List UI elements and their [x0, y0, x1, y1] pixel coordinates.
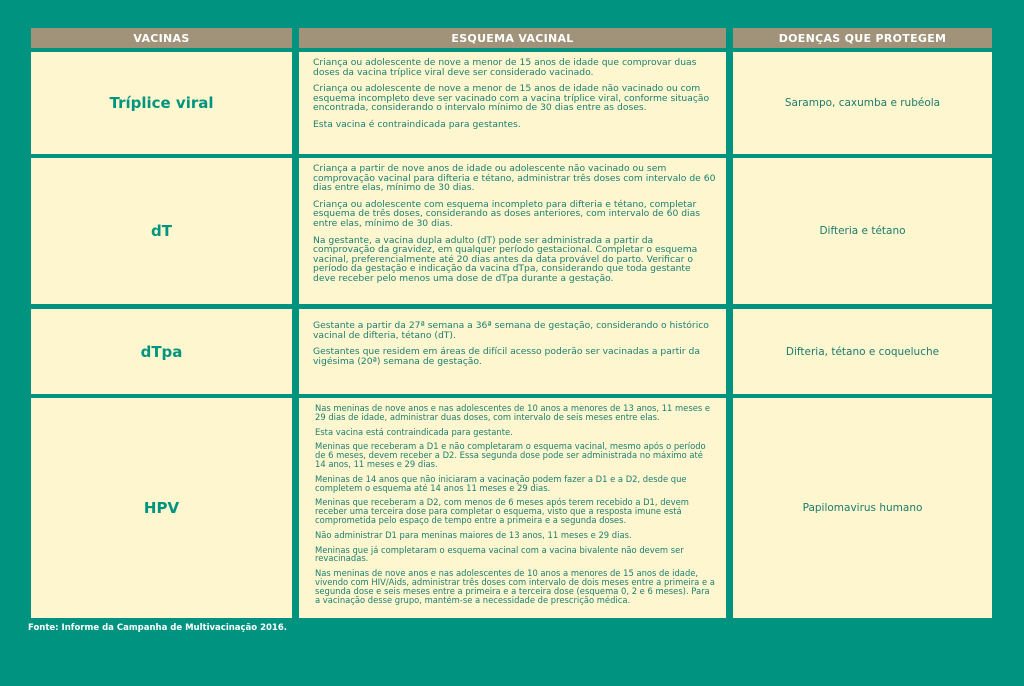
- schedule-paragraph: Nas meninas de nove anos e nas adolescentes de 10 anos a menores de 13 anos, 11 meses e 29 dias de idade, administrar duas doses, com intervalo de seis meses entre elas.: [315, 403, 711, 422]
- schedule-paragraph: Meninas de 14 anos que não iniciaram a vacinação podem fazer a D1 e a D2, desde que completem o esquema até 14 anos 11 meses e 29 dias.: [315, 473, 687, 493]
- header-doencas: DOENÇAS QUE PROTEGEM: [733, 28, 992, 48]
- schedule-paragraph: Esta vacina está contraindicada para gestante.: [315, 426, 513, 437]
- vaccine-name: Tríplice viral: [109, 94, 214, 112]
- vaccine-name: dT: [151, 222, 172, 240]
- schedule-paragraph: Na gestante, a vacina dupla adulto (dT) pode ser administrada a partir da comprovação da gravidez, em qualquer período gestacional. Completar o esquema vacinal, preferencialmente até 20 dias antes da data provável do parto. Verificar o período da gestação e indicação da vacina dTpa, considerando que toda gestante deve receber pelo menos uma dose de dTpa durante a gestação.: [313, 234, 698, 284]
- schedule-cell-triplice-viral: [299, 52, 726, 154]
- vaccine-name: dTpa: [140, 342, 183, 361]
- vaccine-cell-dtpa: [31, 309, 292, 394]
- diseases-cell-triplice-viral: [733, 52, 992, 154]
- schedule-paragraph: Gestantes que residem em áreas de difícil acesso poderão ser vacinadas a partir da vigésima (20ª) semana de gestação.: [313, 346, 700, 367]
- source-note: Fonte: Informe da Campanha de Multivacinação 2016.: [28, 623, 287, 633]
- diseases-text: Sarampo, caxumba e rubéola: [784, 97, 941, 109]
- schedule-paragraph: Meninas que receberam a D1 e não completaram o esquema vacinal, mesmo após o período de 6 meses, devem receber a D2. Essa segunda dose pode ser administrada no máximo até 14 anos, 11 meses e 29 dias.: [315, 441, 706, 469]
- schedule-paragraph: Criança ou adolescente de nove a menor de 15 anos de idade não vacinado ou com esquema incompleto deve ser vacinado com a vacina tríplice viral, conforme situação encontrada, considerando o intervalo mínimo de 30 dias entre as doses.: [313, 83, 710, 114]
- schedule-paragraph: Meninas que receberam a D2, com menos de 6 meses após terem recebido a D1, devem receber uma terceira dose para completar o esquema, visto que a resposta imune está comprometida pelo espaço de tempo entre a primeira e a segunda doses.: [315, 497, 689, 525]
- vaccine-cell-triplice-viral: [31, 52, 292, 154]
- header-esquema-vacinal: ESQUEMA VACINAL: [299, 28, 726, 48]
- schedule-cell-dt: [299, 158, 726, 304]
- schedule-cell-dtpa: [299, 309, 726, 394]
- diseases-text: Difteria e tétano: [819, 225, 906, 237]
- schedule-paragraph: Criança ou adolescente de nove a menor de 15 anos de idade que comprovar duas doses da vacina tríplice viral deve ser considerado vacinado.: [313, 57, 697, 78]
- vaccine-name: HPV: [143, 499, 180, 517]
- diseases-cell-hpv: [733, 398, 992, 618]
- vaccine-cell-dt: [31, 158, 292, 304]
- schedule-paragraph: Esta vacina é contraindicada para gestantes.: [313, 118, 521, 130]
- schedule-paragraph: Criança a partir de nove anos de idade ou adolescente não vacinado ou sem comprovação vacinal para difteria e tétano, administrar três doses com intervalo de 60 dias entre elas, mínimo de 30 dias.: [313, 163, 716, 194]
- schedule-cell-hpv: [299, 398, 726, 618]
- vaccine-cell-hpv: [31, 398, 292, 618]
- schedule-paragraph: Criança ou adolescente com esquema incompleto para difteria e tétano, completar esquema de três doses, considerando as doses anteriores, com intervalo de 60 dias entre elas, mínimo de 30 dias.: [313, 198, 701, 229]
- diseases-text: Difteria, tétano e coqueluche: [785, 345, 940, 358]
- schedule-paragraph: Nas meninas de nove anos e nas adolescentes de 10 anos a menores de 15 anos de idade, vivendo com HIV/Aids, administrar três doses com intervalo de dois meses entre a primeira e a segunda dose e seis meses entre a primeira e a terceira dose (esquema 0, 2 e 6 meses). Para a vacinação desse grupo, mantém-se a necessidade de prescrição médica.: [315, 568, 715, 605]
- schedule-paragraph: Gestante a partir da 27ª semana a 36ª semana de gestação, considerando o histórico vacinal de difteria, tétano (dT).: [313, 320, 709, 341]
- diseases-text: Papilomavirus humano: [802, 502, 923, 514]
- header-vacinas: VACINAS: [31, 28, 292, 48]
- schedule-paragraph: Não administrar D1 para meninas maiores de 13 anos, 11 meses e 29 dias.: [315, 529, 632, 540]
- diseases-cell-dtpa: [733, 309, 992, 394]
- schedule-paragraph: Meninas que já completaram o esquema vacinal com a vacina bivalente não devem ser revacinadas.: [315, 544, 684, 564]
- diseases-cell-dt: [733, 158, 992, 304]
